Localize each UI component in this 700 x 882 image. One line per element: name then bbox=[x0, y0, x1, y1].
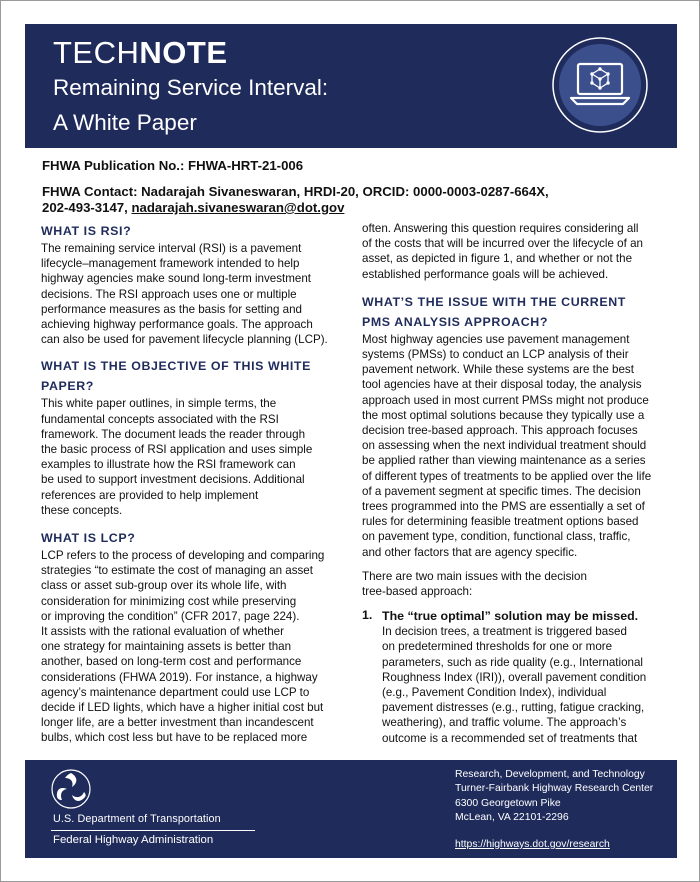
text-line: bulbs, which cost less but have to be replaced more bbox=[41, 731, 308, 745]
header-banner bbox=[25, 24, 677, 148]
text-line: on predetermined thresholds for one or more bbox=[382, 640, 613, 654]
text-line: tree-based approach: bbox=[362, 585, 473, 599]
text-line: trees programmed into the PMS are essentially a set of bbox=[362, 500, 645, 514]
department-name: U.S. Department of Transportation bbox=[53, 813, 221, 825]
paragraph-objective bbox=[41, 396, 333, 518]
text-line: parameters, such as ride quality (e.g., International bbox=[382, 655, 643, 669]
text-line: one strategy for maintaining assets is better than bbox=[41, 640, 292, 654]
page-title-line-1: Remaining Service Interval: bbox=[53, 75, 329, 100]
paragraph-lcp bbox=[41, 548, 333, 746]
left-column bbox=[41, 221, 333, 746]
text-line: asset, as depicted in figure 1, and whether or not the bbox=[362, 252, 633, 266]
text-line: rules for determining feasible treatment options based bbox=[362, 515, 639, 529]
text-line: performance measures as the basis for setting and bbox=[41, 302, 302, 316]
laptop-network-icon bbox=[551, 36, 649, 134]
contact-line-1: FHWA Contact: Nadarajah Sivaneswaran, HRDI-20, ORCID: 0000-0003-0287-664X, bbox=[42, 184, 549, 199]
text-line: on pavement type, condition, functional class, traffic, bbox=[362, 530, 631, 544]
text-line: In decision trees, a treatment is triggered based bbox=[382, 625, 627, 639]
right-column bbox=[362, 221, 654, 746]
text-line: Research, Development, and Technology bbox=[455, 769, 645, 780]
text-line: achieving highway performance goals. The approach bbox=[41, 318, 313, 332]
section-heading-rsi: WHAT IS RSI? bbox=[41, 224, 132, 238]
text-line: examples to illustrate how the RSI framework can bbox=[41, 458, 296, 472]
text-line: LCP refers to the process of developing and comparing bbox=[41, 549, 325, 563]
research-website-link[interactable]: https://highways.dot.gov/research bbox=[455, 839, 610, 850]
text-line: class or asset sub-group over its whole life, with bbox=[41, 579, 287, 593]
text-line: on assessing when the next individual treatment should bbox=[362, 439, 647, 453]
text-line: or improving the condition” (CFR 2017, page 224). bbox=[41, 609, 300, 623]
paragraph-pms-issue bbox=[362, 332, 654, 560]
text-line: of a pavement segment at specific times. The decision bbox=[362, 484, 641, 498]
text-line: The remaining service interval (RSI) is a pavement bbox=[41, 242, 302, 255]
text-line: of different types of treatments to be applied over the life bbox=[362, 469, 652, 483]
text-line: can also be used for pavement lifecycle planning (LCP). bbox=[41, 333, 328, 347]
text-line: be used to support investment decisions. Additional bbox=[41, 473, 305, 487]
research-center-address bbox=[455, 768, 653, 826]
paragraph-two-issues bbox=[362, 569, 654, 599]
footer-banner bbox=[25, 760, 677, 858]
text-line: and other factors that are agency specific. bbox=[362, 545, 578, 559]
text-line: Roughness Index (IRI)), overall pavement condition bbox=[382, 670, 647, 684]
text-line: weathering), and traffic volume. The approach’s bbox=[382, 716, 627, 730]
text-line: Turner-Fairbank Highway Research Center bbox=[455, 783, 654, 795]
text-line: considerations (FHWA 2019). For instance, a highway bbox=[41, 670, 318, 684]
text-line: There are two main issues with the decision bbox=[362, 569, 587, 583]
text-line: these concepts. bbox=[41, 503, 123, 517]
text-line: pavement network. While these systems are the best bbox=[362, 363, 634, 377]
text-line: strategies “to estimate the cost of managing an asset bbox=[41, 564, 313, 578]
text-line: decisions. The RSI approach uses one or multiple bbox=[41, 287, 297, 301]
text-line: the most optimal solutions because they typically use a bbox=[362, 408, 645, 422]
footer-divider bbox=[51, 830, 255, 831]
text-line: agency’s maintenance department could use LCP to bbox=[41, 685, 310, 699]
contact-line-2 bbox=[42, 199, 344, 216]
text-line: systems (PMSs) to conduct an LCP analysis of their bbox=[362, 348, 629, 362]
text-line: be applied rather than viewing maintenance as a series bbox=[362, 454, 646, 468]
dot-triskelion-icon bbox=[51, 769, 91, 809]
text-line: It assists with the rational evaluation of whether bbox=[41, 625, 284, 639]
page-title-line-2: A White Paper bbox=[53, 110, 197, 135]
list-item-heading: The “true optimal” solution may be missed. bbox=[382, 609, 639, 624]
text-line: This white paper outlines, in simple terms, the bbox=[41, 397, 277, 411]
text-line: decision tree-based approach. This approach focuses bbox=[362, 424, 638, 438]
text-line: tool agencies have at their disposal today, the analysis bbox=[362, 378, 642, 392]
text-line: lifecycle–management framework intended to help bbox=[41, 257, 300, 271]
text-line: consideration for minimizing cost while preserving bbox=[41, 594, 297, 608]
text-line: another, based on long-term cost and performance bbox=[41, 655, 302, 669]
text-line: references are provided to help implement bbox=[41, 488, 259, 502]
text-line: often. Answering this question requires considering all bbox=[362, 222, 639, 235]
list-item-body bbox=[382, 624, 654, 746]
text-line: highway agencies make sound long-term investment bbox=[41, 272, 312, 286]
contact-phone: 202-493-3147, bbox=[42, 200, 132, 215]
contact-email-link[interactable]: nadarajah.sivaneswaran@dot.gov bbox=[131, 200, 345, 215]
section-heading-pms-issue: WHAT’S THE ISSUE WITH THE CURRENT PMS ANALYSIS APPROACH? bbox=[362, 294, 626, 329]
list-item-true-optimal bbox=[362, 608, 654, 746]
technote-brand: TECHNOTE bbox=[53, 35, 228, 70]
agency-name: Federal Highway Administration bbox=[53, 834, 214, 846]
paragraph-rsi bbox=[41, 241, 333, 347]
text-line: the basic process of RSI application and uses simple bbox=[41, 443, 313, 457]
paragraph-lcp-continued bbox=[362, 221, 654, 282]
list-number: 1. bbox=[362, 608, 373, 623]
text-line: (e.g., Pavement Condition Index), individual bbox=[382, 686, 607, 700]
text-line: approach used in most current PMSs might not produce bbox=[362, 393, 649, 407]
text-line: decide if LED lights, which have a higher initial cost but bbox=[41, 701, 324, 715]
text-line: pavement distresses (e.g., rutting, fatigue cracking, bbox=[382, 701, 645, 715]
publication-number: FHWA Publication No.: FHWA-HRT-21-006 bbox=[42, 158, 304, 173]
text-line: 6300 Georgetown Pike bbox=[455, 797, 561, 809]
section-heading-objective: WHAT IS THE OBJECTIVE OF THIS WHITE PAPER? bbox=[41, 359, 311, 394]
text-line: outcome is a recommended set of treatments that bbox=[382, 731, 638, 745]
text-line: Most highway agencies use pavement management bbox=[362, 332, 630, 346]
text-line: McLean, VA 22101-2296 bbox=[455, 812, 569, 824]
text-line: established performance goals will be achieved. bbox=[362, 267, 609, 281]
text-line: fundamental concepts associated with the RSI bbox=[41, 412, 279, 426]
section-heading-lcp: WHAT IS LCP? bbox=[41, 531, 136, 546]
text-line: framework. The document leads the reader through bbox=[41, 427, 306, 441]
text-line: of the costs that will be incurred over the lifecycle of an bbox=[362, 237, 643, 251]
text-line: longer life, are a better investment than incandescent bbox=[41, 716, 314, 730]
